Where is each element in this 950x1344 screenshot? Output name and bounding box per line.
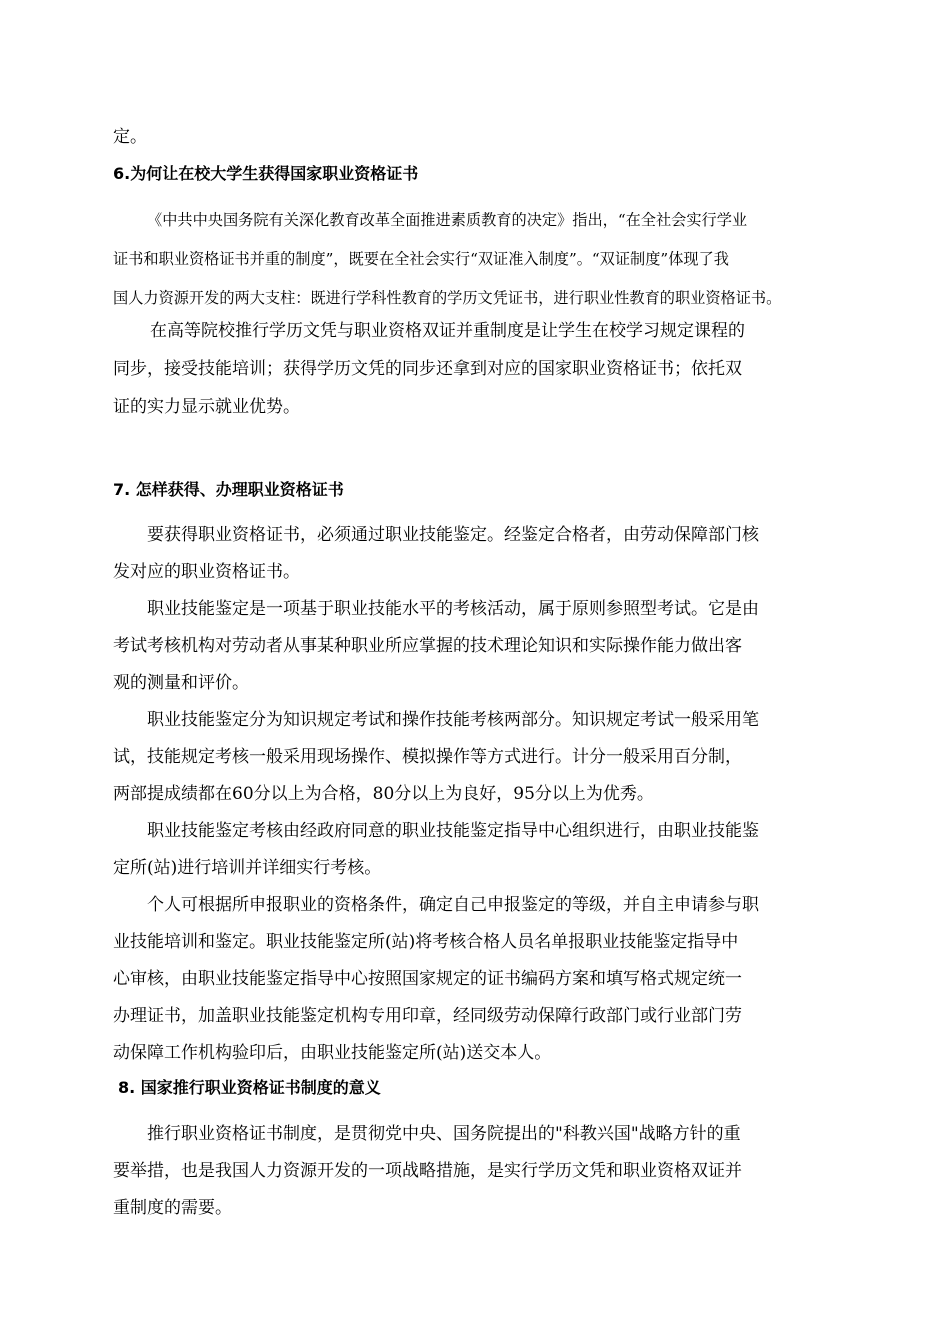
paragraph-line: 心审核，由职业技能鉴定指导中心按照国家规定的证书编码方案和填写格式规定统一 bbox=[113, 969, 742, 989]
paragraph-line: 国人力资源开发的两大支柱：既进行学科性教育的学历文凭证书，进行职业性教育的职业资格证书。 bbox=[113, 289, 782, 307]
continuation-text: 定。 bbox=[113, 127, 147, 147]
paragraph-line: 同步，接受技能培训；获得学历文凭的同步还拿到对应的国家职业资格证书；依托双 bbox=[113, 359, 742, 379]
paragraph-line: 职业技能鉴定分为知识规定考试和操作技能考核两部分。知识规定考试一般采用笔 bbox=[147, 710, 759, 730]
paragraph-line: 发对应的职业资格证书。 bbox=[113, 562, 300, 582]
paragraph-line: 业技能培训和鉴定。职业技能鉴定所(站)将考核合格人员名单报职业技能鉴定指导中 bbox=[113, 932, 739, 952]
paragraph-line: 要举措，也是我国人力资源开发的一项战略措施，是实行学历文凭和职业资格双证并 bbox=[113, 1161, 742, 1181]
paragraph-line: 个人可根据所申报职业的资格条件，确定自己申报鉴定的等级，并自主申请参与职 bbox=[147, 895, 759, 915]
section-8-heading: 8. 国家推行职业资格证书制度的意义 bbox=[118, 1078, 381, 1097]
paragraph-line: 考试考核机构对劳动者从事某种职业所应掌握的技术理论知识和实际操作能力做出客 bbox=[113, 636, 742, 656]
paragraph-line: 试，技能规定考核一般采用现场操作、模拟操作等方式进行。计分一般采用百分制， bbox=[113, 747, 742, 767]
paragraph-line: 定所(站)进行培训并详细实行考核。 bbox=[113, 858, 382, 878]
paragraph-line: 办理证书，加盖职业技能鉴定机构专用印章，经同级劳动保障行政部门或行业部门劳 bbox=[113, 1006, 742, 1026]
section-7-heading: 7. 怎样获得、办理职业资格证书 bbox=[113, 480, 344, 499]
paragraph-line: 推行职业资格证书制度，是贯彻党中央、国务院提出的"科教兴国"战略方针的重 bbox=[147, 1124, 741, 1144]
section-6-heading: 6.为何让在校大学生获得国家职业资格证书 bbox=[113, 164, 419, 183]
paragraph-line: 证书和职业资格证书并重的制度”，既要在全社会实行“双证准入制度”。“双证制度”体现了我 bbox=[113, 250, 729, 268]
paragraph-line: 动保障工作机构验印后，由职业技能鉴定所(站)送交本人。 bbox=[113, 1043, 552, 1063]
paragraph-line: 证的实力显示就业优势。 bbox=[113, 397, 300, 417]
paragraph-line: 《中共中央国务院有关深化教育改革全面推进素质教育的决定》指出，“在全社会实行学业 bbox=[147, 211, 748, 229]
paragraph-line: 要获得职业资格证书，必须通过职业技能鉴定。经鉴定合格者，由劳动保障部门核 bbox=[147, 525, 759, 545]
paragraph-line: 职业技能鉴定考核由经政府同意的职业技能鉴定指导中心组织进行，由职业技能鉴 bbox=[147, 821, 759, 841]
paragraph-line: 职业技能鉴定是一项基于职业技能水平的考核活动，属于原则参照型考试。它是由 bbox=[147, 599, 759, 619]
paragraph-line: 在高等院校推行学历文凭与职业资格双证并重制度是让学生在校学习规定课程的 bbox=[150, 321, 745, 341]
paragraph-line: 重制度的需要。 bbox=[113, 1198, 232, 1218]
paragraph-line: 两部提成绩都在60分以上为合格，80分以上为良好，95分以上为优秀。 bbox=[113, 784, 654, 804]
paragraph-line: 观的测量和评价。 bbox=[113, 673, 249, 693]
